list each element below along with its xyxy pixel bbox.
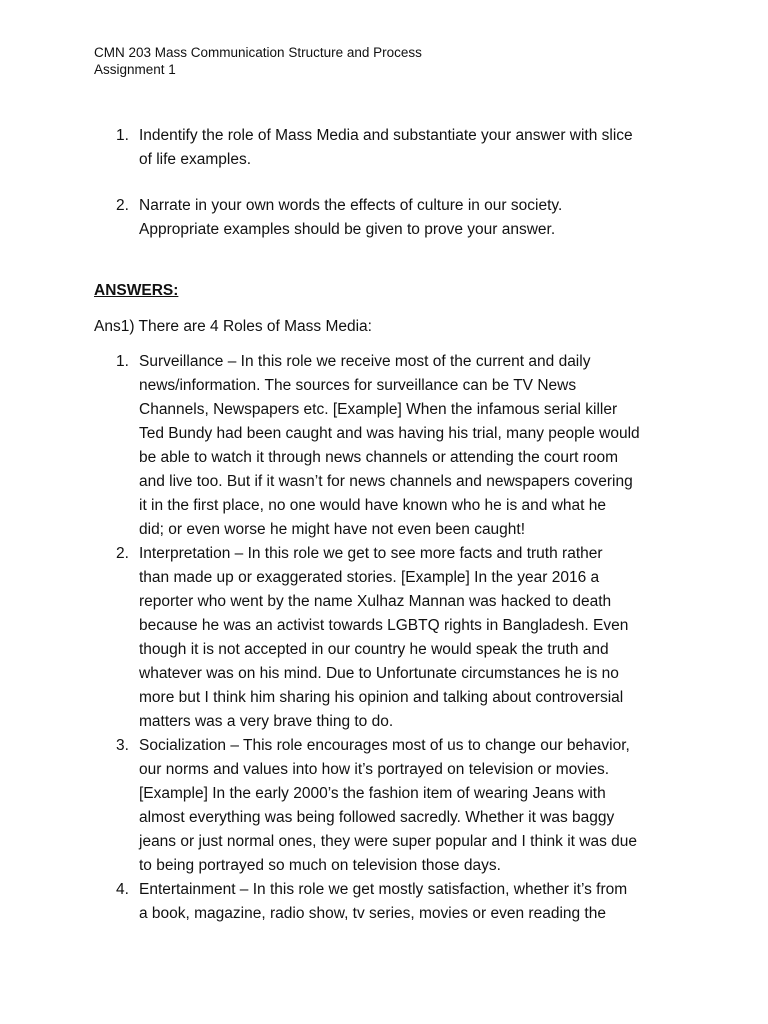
answer-intro: Ans1) There are 4 Roles of Mass Media: [94, 318, 372, 335]
role-text: Socialization – This role encourages most of us to change our behavior, our norms and values into how it’s portrayed on television or movies. [Example] In the early 2000’s the fashion item of wearing Jeans with almost everything was being followed sacredly. Whether it was baggy jeans or just normal ones, they were super popular and I think it was due to being portrayed so much on television those days. [139, 737, 637, 874]
question-text: Narrate in your own words the effects of culture in our society. Appropriate examples should be given to prove your answer. [139, 197, 563, 238]
role-item [0, 542, 699, 734]
roles-list [0, 350, 699, 926]
answers-heading: ANSWERS: [94, 282, 179, 299]
role-number: 4. [116, 881, 129, 898]
question-item [0, 124, 699, 172]
role-item [0, 878, 699, 926]
document-header [94, 44, 422, 78]
question-list [0, 124, 699, 264]
role-text: Interpretation – In this role we get to see more facts and truth rather than made up or exaggerated stories. [Example] In the year 2016 a reporter who went by the name Xulhaz Mannan was hacked to death because he was an activist towards LGBTQ rights in Bangladesh. Even though it is not accepted in our country he would speak the truth and whatever was on his mind. Due to Unfortunate circumstances he is no more but I think him sharing his opinion and talking about controversial matters was a very brave thing to do. [139, 545, 629, 730]
role-item [0, 350, 699, 542]
role-number: 2. [116, 545, 129, 562]
role-number: 1. [116, 353, 129, 370]
role-text: Entertainment – In this role we get mostly satisfaction, whether it’s from a book, magazine, radio show, tv series, movies or even reading the [139, 881, 628, 922]
question-number: 1. [116, 127, 129, 144]
question-number: 2. [116, 197, 129, 214]
role-item [0, 734, 699, 878]
question-item [0, 194, 699, 242]
question-text: Indentify the role of Mass Media and substantiate your answer with slice of life examples. [139, 127, 633, 168]
role-number: 3. [116, 737, 129, 754]
role-text: Surveillance – In this role we receive most of the current and daily news/information. The sources for surveillance can be TV News Channels, Newspapers etc. [Example] When the infamous serial killer Ted Bundy had been caught and was having his trial, many people would be able to watch it through news channels or attending the court room and live too. But if it wasn’t for news channels and newspapers covering it in the first place, no one would have known who he is and what he did; or even worse he might have not even been caught! [139, 353, 640, 538]
course-title: CMN 203 Mass Communication Structure and Process [94, 45, 422, 60]
assignment-label: Assignment 1 [94, 62, 176, 77]
